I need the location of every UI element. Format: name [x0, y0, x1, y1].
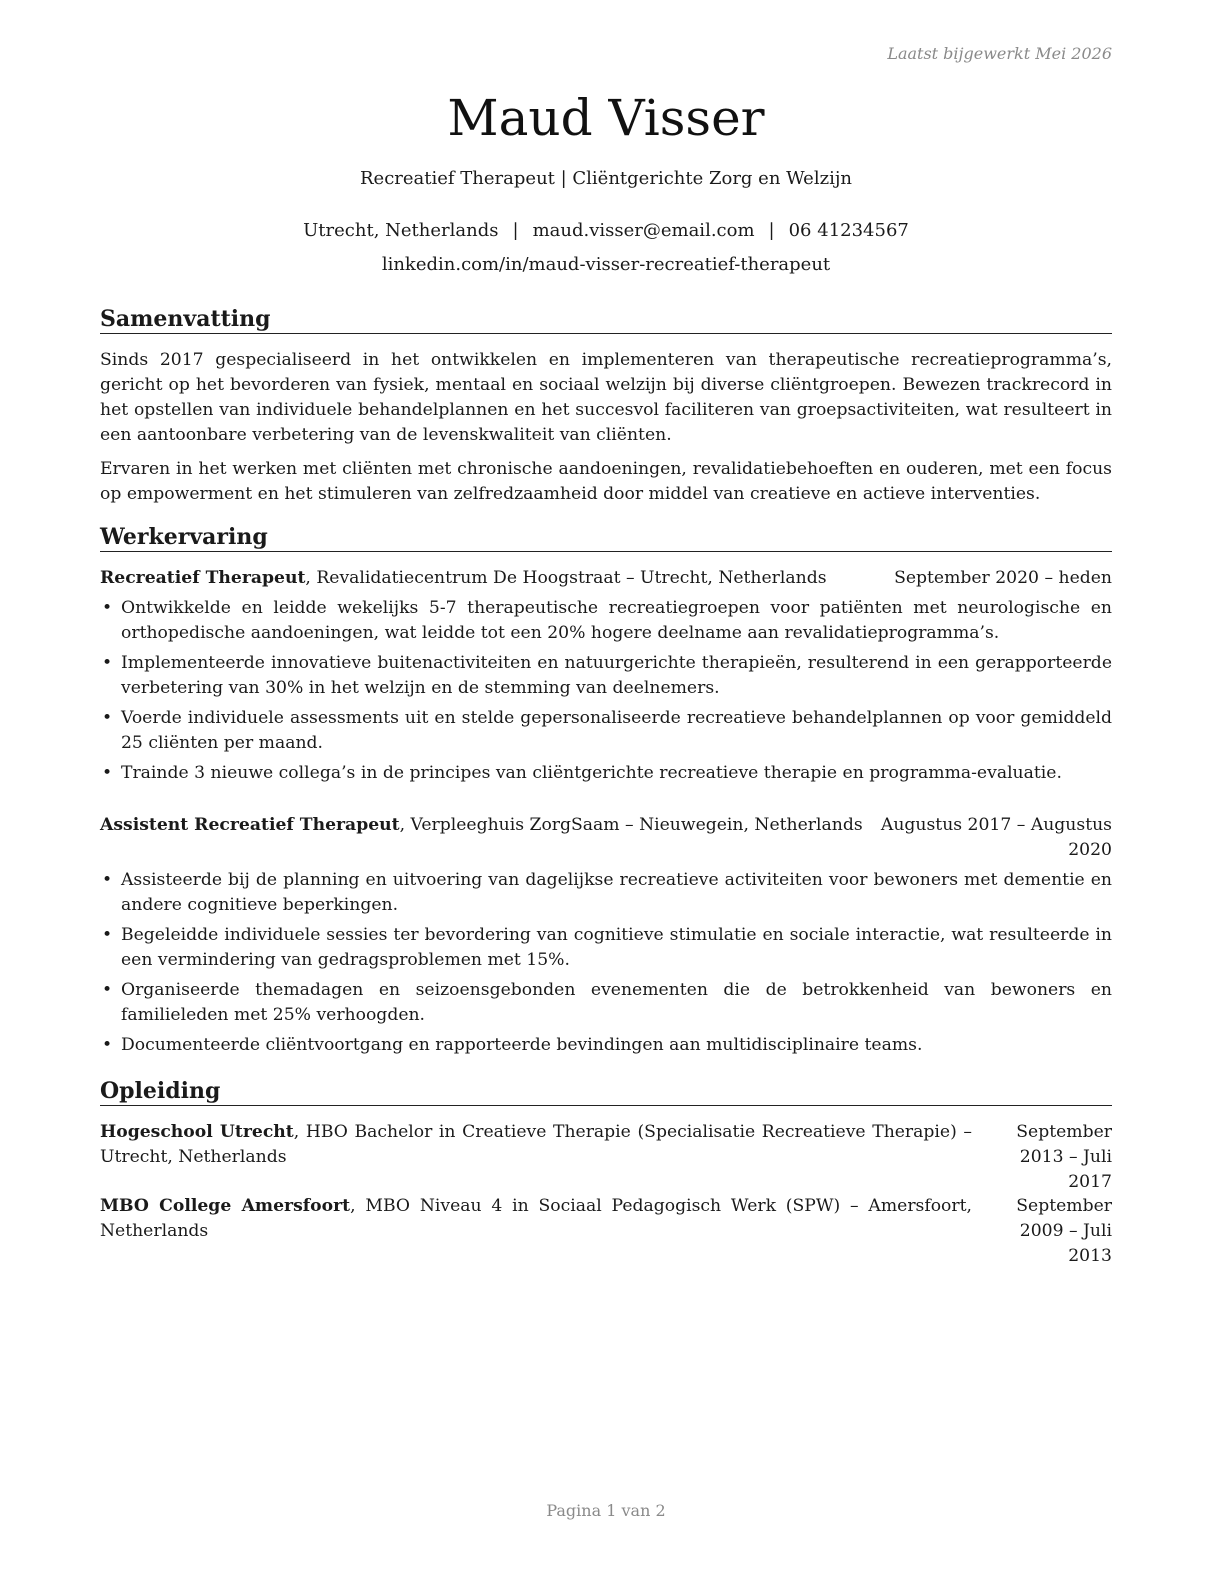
list-item: • Trainde 3 nieuwe collega’s in de principes van cliëntgerichte recreatieve therapie en programma-evaluatie.	[100, 761, 1112, 786]
bullet-icon: •	[102, 598, 113, 618]
contact-email[interactable]: maud.visser@email.com	[532, 220, 755, 241]
bullet-icon: •	[102, 708, 113, 728]
linkedin-link[interactable]: linkedin.com/in/maud-visser-recreatief-therapeut	[381, 254, 831, 275]
bullet-icon: •	[102, 870, 113, 890]
job-bullets	[100, 868, 1112, 1063]
list-item: • Implementeerde innovatieve buitenactiviteiten en natuurgerichte therapieën, resulterend in een gerapporteerde verbetering van 30% in het welzijn en de stemming van deelnemers.	[102, 653, 1112, 698]
list-item: • Voerde individuele assessments uit en stelde gepersonaliseerde recreatieve behandelplannen op voor gemiddeld 25 cliënten per maand.	[102, 708, 1112, 753]
bullet-icon: •	[102, 1035, 113, 1055]
education-description	[100, 1120, 972, 1170]
bullet-icon: •	[102, 925, 113, 945]
education-details: , MBO Niveau 4 in Sociaal Pedagogisch Werk (SPW) – Amersfoort, Netherlands	[100, 1196, 972, 1241]
list-item: • Organiseerde themadagen en seizoensgebonden evenementen die de betrokkenheid van bewoners en familieleden met 25% verhoogden.	[102, 980, 1112, 1025]
job-role: Assistent Recreatief Therapeut	[100, 815, 400, 835]
job-employer: , Revalidatiecentrum De Hoogstraat – Utrecht, Netherlands	[305, 568, 827, 588]
section-title-education: Opleiding	[100, 1078, 1112, 1106]
contact-line	[100, 218, 1112, 244]
bullet-icon: •	[102, 653, 113, 673]
education-school: Hogeschool Utrecht	[100, 1122, 294, 1142]
page-indicator: Pagina 1 van 2	[546, 1501, 666, 1520]
section-title-summary: Samenvatting	[100, 306, 1112, 334]
job-employer: , Verpleeghuis ZorgSaam – Nieuwegein, Netherlands	[399, 815, 863, 835]
job-bullets	[100, 596, 1112, 791]
job-role: Recreatief Therapeut	[100, 568, 306, 588]
summary-paragraph: Sinds 2017 gespecialiseerd in het ontwikkelen en implementeren van therapeutische recreatieprogramma’s, gericht op het bevorderen van fysiek, mentaal en sociaal welzijn bij diverse cliëntgroepen. Bewezen trackrecord in het opstellen van individuele behandelplannen en het succesvol faciliteren van groepsactiviteiten, wat resulteert in een aantoonbare verbetering van de levenskwaliteit van cliënten.	[100, 350, 1112, 445]
list-item: • Assisteerde bij de planning en uitvoering van dagelijkse recreatieve activiteiten voor bewoners met dementie en andere cognitieve beperkingen.	[102, 870, 1112, 915]
job-title-line	[100, 566, 827, 591]
candidate-name: Maud Visser	[447, 89, 765, 147]
professional-headline: Recreatief Therapeut | Cliëntgerichte Zorg en Welzijn	[360, 168, 852, 189]
contact-separator: |	[512, 220, 519, 241]
education-dates: September 2009 – Juli 2013	[1016, 1196, 1112, 1266]
contact-separator: |	[768, 220, 775, 241]
contact-phone[interactable]: 06 41234567	[788, 220, 909, 241]
education-dates: September 2013 – Juli 2017	[1016, 1122, 1112, 1192]
bullet-icon: •	[102, 763, 113, 783]
education-details: , HBO Bachelor in Creatieve Therapie (Specialisatie Recreatieve Therapie) – Utrecht, Netherlands	[100, 1122, 972, 1167]
job-dates: Augustus 2017 – Augustus 2020	[880, 815, 1112, 860]
summary-paragraph: Ervaren in het werken met cliënten met chronische aandoeningen, revalidatiebehoeften en ouderen, met een focus op empowerment en het stimuleren van zelfredzaamheid door middel van creatieve en actieve interventies.	[100, 459, 1112, 504]
list-item: • Ontwikkelde en leidde wekelijks 5-7 therapeutische recreatiegroepen voor patiënten met neurologische en orthopedische aandoeningen, wat leidde tot een 20% hogere deelname aan revalidatieprogramma’s.	[102, 598, 1112, 643]
list-item: • Begeleidde individuele sessies ter bevordering van cognitieve stimulatie en sociale interactie, wat resulteerde in een vermindering van gedragsproblemen met 15%.	[102, 925, 1112, 970]
last-updated-note: Laatst bijgewerkt Mei 2026	[887, 44, 1112, 63]
education-description	[100, 1194, 972, 1244]
contact-location: Utrecht, Netherlands	[303, 220, 499, 241]
job-dates: September 2020 – heden	[894, 568, 1112, 588]
job-title-line	[100, 813, 863, 838]
list-item: • Documenteerde cliëntvoortgang en rapporteerde bevindingen aan multidisciplinaire teams.	[100, 1033, 1112, 1058]
section-title-experience: Werkervaring	[100, 524, 1112, 552]
education-school: MBO College Amersfoort	[100, 1196, 351, 1216]
resume-page	[100, 0, 1112, 1584]
bullet-icon: •	[102, 980, 113, 1000]
